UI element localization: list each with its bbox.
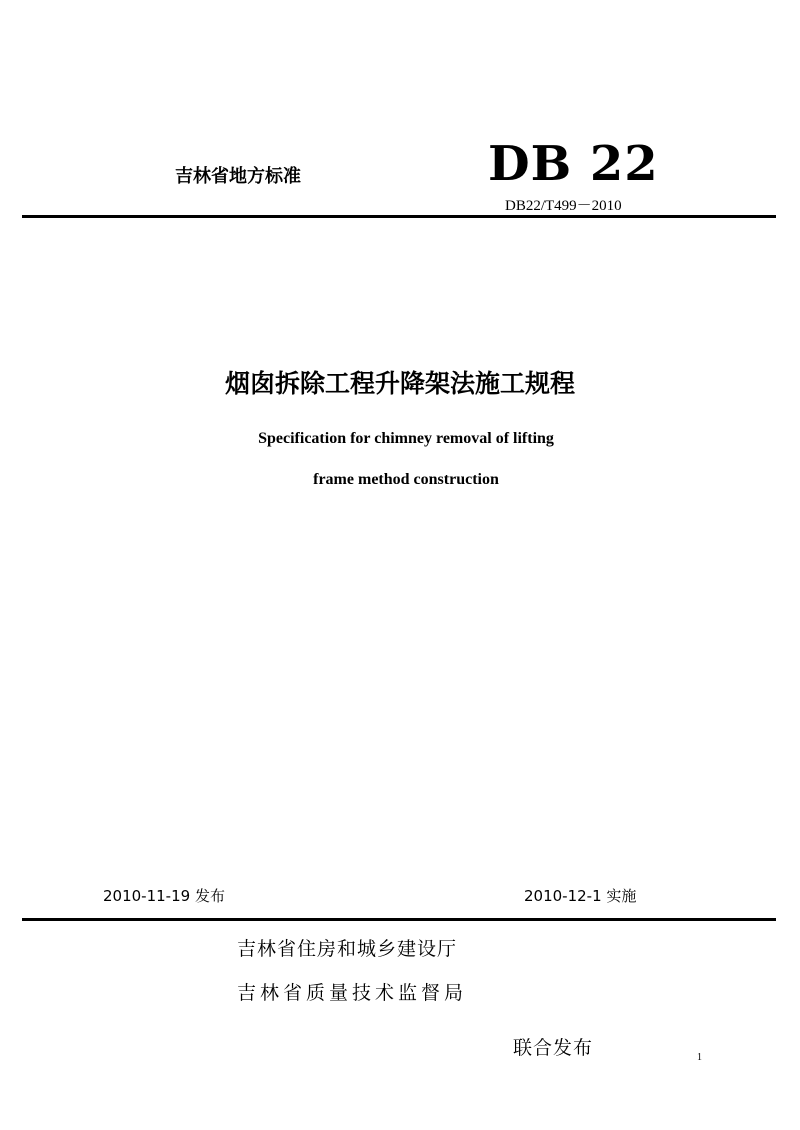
- joint-issue-label: 联合发布: [513, 1037, 594, 1059]
- document-title-english-line1: Specification for chimney removal of lifting: [258, 430, 554, 447]
- issue-date: 2010-11-19 发布: [103, 887, 225, 905]
- publisher-quality-bureau: 吉林省质量技术监督局: [237, 982, 468, 1004]
- standard-number: DB22/T499－2010: [505, 198, 622, 214]
- db-code: DB 22: [488, 136, 659, 192]
- page-number: 1: [697, 1052, 702, 1063]
- document-title-english-line2: frame method construction: [313, 471, 499, 488]
- footer-divider: [22, 918, 776, 921]
- effective-date: 2010-12-1 实施: [524, 887, 637, 905]
- publisher-housing-department: 吉林省住房和城乡建设厅: [237, 938, 458, 960]
- standard-type-label: 吉林省地方标准: [175, 166, 301, 187]
- document-title-chinese: 烟囱拆除工程升降架法施工规程: [224, 369, 575, 398]
- header-divider: [22, 215, 776, 218]
